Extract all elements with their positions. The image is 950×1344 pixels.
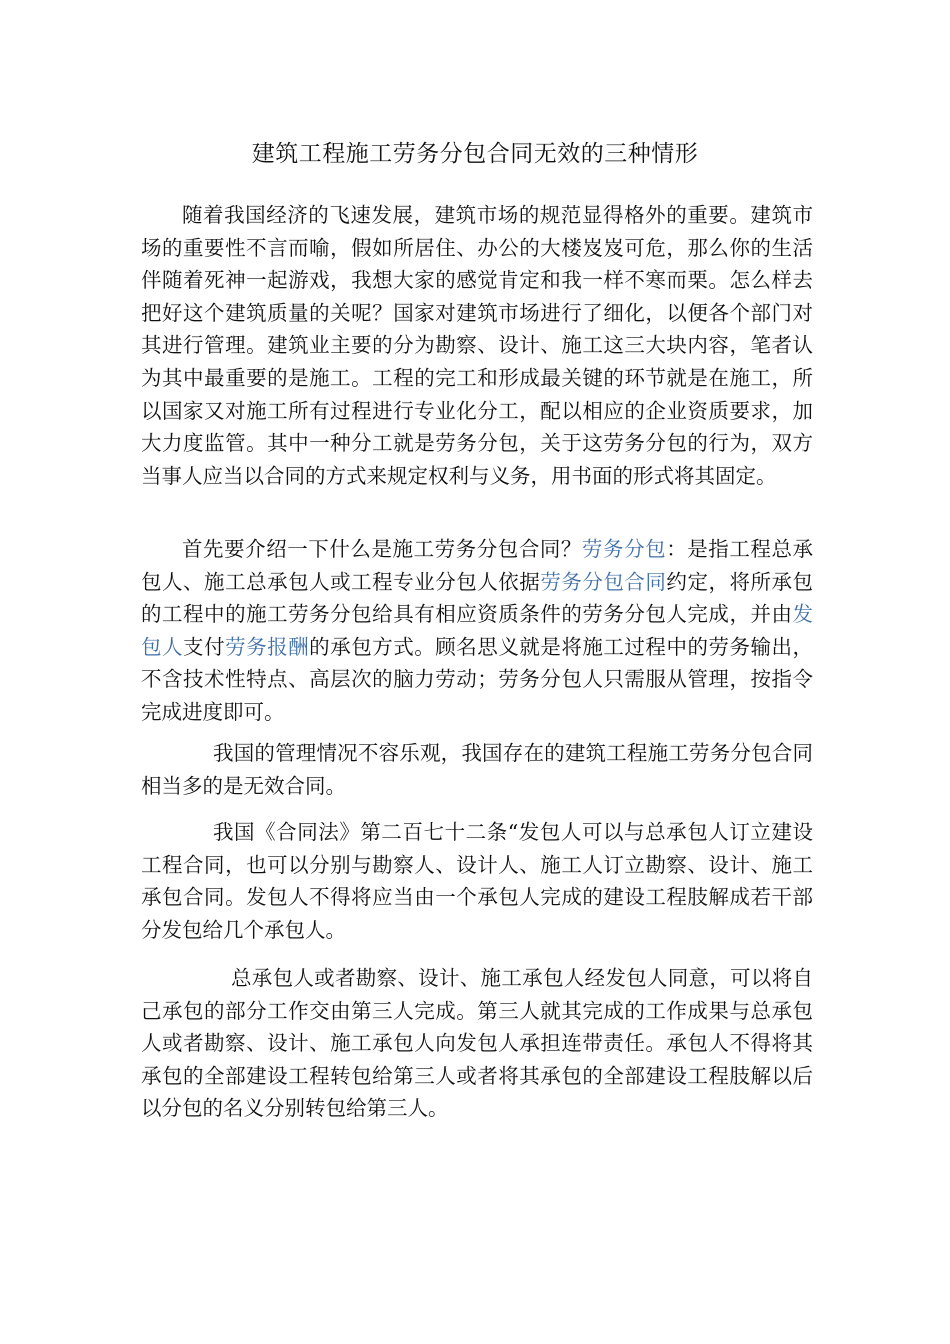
link-labor-subcontract-contract[interactable]: 劳务分包合同 [540, 569, 667, 594]
link-labor-subcontract[interactable]: 劳务分包 [581, 537, 667, 561]
paragraph-situation: 我国的管理情况不容乐观，我国存在的建筑工程施工劳务分包合同相当多的是无效合同。 [141, 741, 813, 798]
paragraph-intro: 随着我国经济的飞速发展，建筑市场的规范显得格外的重要。建筑市场的重要性不言而喻，假如所居住、办公的大楼岌岌可危，那么你的生活伴随着死神一起游戏，我想大家的感觉肯定和我一样不寒而栗。怎么样去把好这个建筑质量的关呢？国家对建筑市场进行了细化，以便各个部门对其进行管理。建筑业主要的分为勘察、设计、施工这三大块内容，笔者认为其中最重要的是施工。工程的完工和形成最关键的环节就是在施工，所以国家又对施工所有过程进行专业化分工，配以相应的企业资质要求，加大力度监管。其中一种分工就是劳务分包，关于这劳务分包的行为，双方当事人应当以合同的方式来规定权利与义务，用书面的形式将其固定。 [141, 203, 813, 488]
document-title: 建筑工程施工劳务分包合同无效的三种情形 [251, 141, 699, 167]
definition-text-2: ：是指工程总承包人、施工总承包人或工程专业分包人依据 [141, 537, 814, 594]
link-employer[interactable]: 发包人 [141, 602, 813, 659]
definition-text-1: 首先要介绍一下什么是施工劳务分包合同？ [182, 537, 582, 561]
definition-text-3: 约定，将所承包的工程中的施工劳务分包给具有相应资质条件的劳务分包人完成，并由 [141, 569, 814, 627]
paragraph-law-article: 我国《合同法》第二百七十二条“发包人可以与总承包人订立建设工程合同，也可以分别与勘察人、设计人、施工人订立勘察、设计、施工承包合同。发包人不得将应当由一个承包人完成的建设工程肢解成若干部分发包给几个承包人。 [141, 820, 813, 942]
link-labor-remuneration[interactable]: 劳务报酬 [225, 634, 310, 659]
paragraph-law-continued: 总承包人或者勘察、设计、施工承包人经发包人同意，可以将自己承包的部分工作交由第三人完成。第三人就其完成的工作成果与总承包人或者勘察、设计、施工承包人向发包人承担连带责任。承包人不得将其承包的全部建设工程转包给第三人或者将其承包的全部建设工程肢解以后以分包的名义分别转包给第三人。 [141, 966, 813, 1121]
definition-text-4: 支付 [183, 634, 226, 659]
definition-text-5: 的承包方式。顾名思义就是将施工过程中的劳务输出，不含技术性特点、高层次的脑力劳动；劳务分包人只需服从管理，按指令完成进度即可。 [141, 634, 814, 724]
paragraph-definition [141, 533, 813, 729]
